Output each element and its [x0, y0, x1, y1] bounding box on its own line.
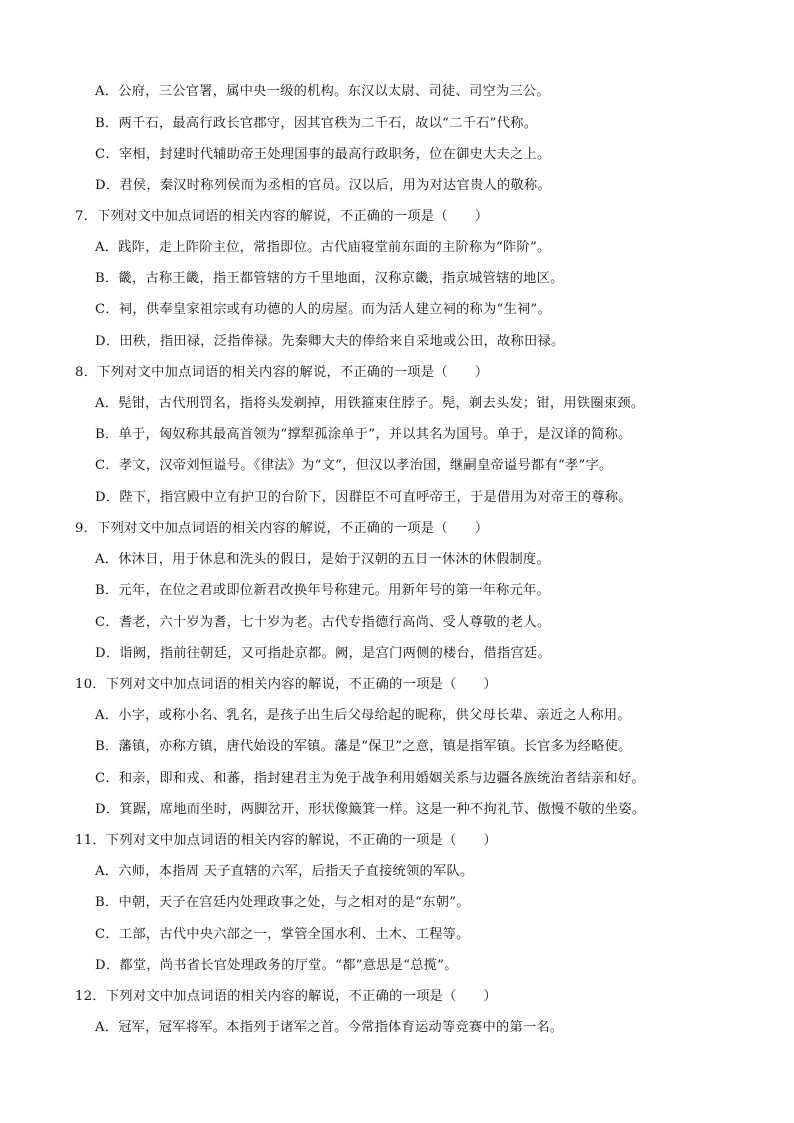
option-line: B．单于，匈奴称其最高首领为“撑犁孤涂单于”，并以其名为国号。单于，是汉译的简称。	[95, 427, 632, 442]
option-line: B．藩镇，亦称方镇，唐代始设的军镇。藩是“保卫”之意，镇是指军镇。长官多为经略使。	[95, 739, 632, 754]
option-line: C．祠，供奉皇家祖宗或有功德的人的房屋。而为活人建立祠的称为“生祠”。	[95, 302, 552, 317]
option-line: D．君侯，秦汉时称列侯而为丞相的官员。汉以后，用为对达官贵人的敬称。	[95, 178, 551, 193]
option-line: A．冠军，冠军将军。本指列于诸军之首。今常指体育运动等竞赛中的第一名。	[95, 1020, 564, 1035]
option-line: C．工部，古代中央六部之一，掌管全国水利、土木、工程等。	[95, 927, 470, 942]
option-line: D．诣阙，指前往朝廷，又可指赴京都。阙，是宫门两侧的楼台，借指宫廷。	[95, 646, 551, 661]
option-line: A．髡钳，古代刑罚名，指将头发剃掉，用铁箍束住脖子。髡，剃去头发；钳，用铁圈束颈。	[95, 396, 645, 411]
question-line: 12．下列对文中加点词语的相关内容的解说，不正确的一项是（ ）	[75, 989, 498, 1004]
option-line: C．孝文，汉帝刘恒谥号。《律法》为“文”，但汉以孝治国，继嗣皇帝谥号都有“孝”字。	[95, 458, 613, 473]
option-line: A．小字，或称小名、乳名，是孩子出生后父母给起的昵称，供父母长辈、亲近之人称用。	[95, 708, 631, 723]
option-line: D．陛下，指宫殿中立有护卫的台阶下，因群臣不可直呼帝王，于是借用为对帝王的尊称。	[95, 490, 632, 505]
question-line: 7．下列对文中加点词语的相关内容的解说，不正确的一项是（ ）	[75, 209, 489, 224]
option-line: A．公府，三公官署，属中央一级的机构。东汉以太尉、司徒、司空为三公。	[95, 84, 550, 99]
option-line: D．田秩，指田禄，泛指俸禄。先秦卿大夫的俸给来自采地或公田，故称田禄。	[95, 334, 565, 349]
option-line: A．休沐日，用于休息和洗头的假日，是始于汉朝的五日一休沐的休假制度。	[95, 552, 550, 567]
option-line: C．和亲，即和戎、和蕃，指封建君主为免于战争利用婚姻关系与边疆各族统治者结亲和好。	[95, 771, 645, 786]
option-line: A．六师，本指周 天子直辖的六军，后指天子直接统领的军队。	[95, 864, 474, 879]
option-line: B．元年，在位之君或即位新君改换年号称建元。用新年号的第一年称元年。	[95, 583, 551, 598]
question-line: 11．下列对文中加点词语的相关内容的解说，不正确的一项是（ ）	[75, 833, 498, 848]
question-line: 8．下列对文中加点词语的相关内容的解说，不正确的一项是（ ）	[75, 365, 489, 380]
option-line: B．两千石，最高行政长官郡守，因其官秩为二千石，故以“二千石”代称。	[95, 116, 538, 131]
question-line: 10．下列对文中加点词语的相关内容的解说，不正确的一项是（ ）	[75, 677, 498, 692]
option-line: C．耆老，六十岁为耆，七十岁为老。古代专指德行高尚、受人尊敬的老人。	[95, 615, 551, 630]
option-line: D．都堂，尚书省长官处理政务的厅堂。“都”意思是“总揽”。	[95, 958, 458, 973]
question-line: 9．下列对文中加点词语的相关内容的解说，不正确的一项是（ ）	[75, 521, 489, 536]
option-line: B．畿，古称王畿，指王都管辖的方千里地面，汉称京畿，指京城管辖的地区。	[95, 271, 564, 286]
option-line: A．践阼，走上阼阶主位，常指即位。古代庙寝堂前东面的主阶称为“阼阶”。	[95, 240, 551, 255]
option-line: D．箕踞，席地而坐时，两脚岔开，形状像簸箕一样。这是一种不拘礼节、傲慢不敬的坐姿。	[95, 802, 646, 817]
option-line: B．中朝，天子在宫廷内处理政事之处，与之相对的是“东朝”。	[95, 895, 470, 910]
option-line: C．宰相，封建时代辅助帝王处理国事的最高行政职务，位在御史大夫之上。	[95, 147, 551, 162]
